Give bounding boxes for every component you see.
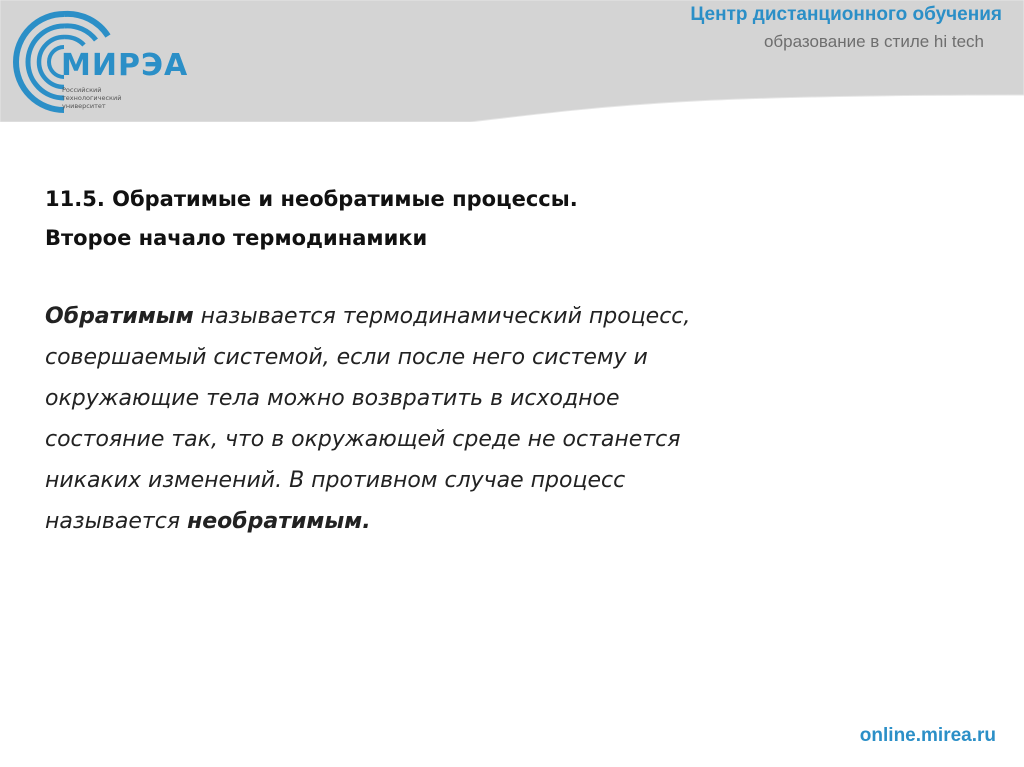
mirea-logo (4, 6, 189, 118)
slide-content (45, 180, 985, 542)
heading-line-2: Второе начало термодинамики (45, 226, 428, 250)
center-subtitle: образование в стиле hi tech (763, 32, 984, 51)
paragraph-line-6-start: называется (45, 509, 188, 534)
term-irreversible: необратимым. (187, 509, 371, 534)
paragraph-line-5: никаких изменений. В противном случае процесс (45, 468, 626, 493)
logo-subtitle: Российский технологический университет (62, 86, 122, 110)
footer-url-link[interactable]: online.mirea.ru (859, 725, 996, 746)
slide-heading (45, 180, 985, 258)
term-reversible: Обратимым (45, 304, 194, 329)
paragraph-line-3: окружающие тела можно возвратить в исходное (45, 386, 620, 411)
logo-wordmark: МИРЭА (61, 48, 189, 83)
paragraph-line-2: совершаемый системой, если после него систему и (45, 345, 648, 370)
paragraph-line-6 (45, 501, 985, 542)
paragraph-line-1-rest: называется термодинамический процесс, (193, 304, 691, 329)
paragraph-line-1 (45, 296, 985, 337)
definition-paragraph (45, 296, 985, 542)
paragraph-line-4: состояние так, что в окружающей среде не останется (45, 427, 681, 452)
center-title: Центр дистанционного обучения (690, 4, 1002, 25)
heading-line-1: 11.5. Обратимые и необратимые процессы. (45, 187, 578, 211)
